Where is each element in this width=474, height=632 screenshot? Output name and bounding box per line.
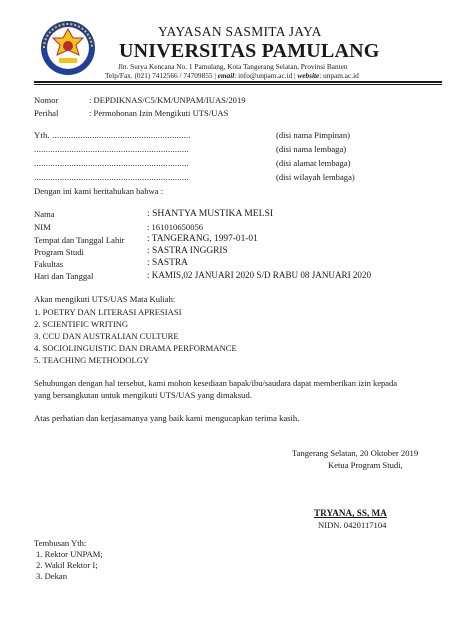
- email-label: email: [217, 71, 235, 80]
- intro-text: Dengan ini kami beritahukan bahwa :: [34, 186, 164, 196]
- recipient-address-line: ..................................................................: [34, 158, 189, 168]
- courses-intro: Akan mengikuti UTS/UAS Mata Kuliah:: [34, 294, 176, 304]
- course-item: 5. TEACHING METHODOLGY: [34, 355, 150, 365]
- request-paragraph-line-2: yang bersangkutan untuk mengikuti UTS/UAS yang dimaksud.: [34, 390, 252, 400]
- contact-phone: Telp/Fax. (021) 7412566 / 74709855 |: [105, 71, 216, 80]
- signatory-nidn: NIDN. 0420117104: [318, 520, 387, 530]
- exam-date-value: : KAMIS,02 JANUARI 2020 S/D RABU 08 JANUARI 2020: [147, 270, 372, 280]
- student-name-label: Nama: [34, 209, 55, 219]
- course-item: 2. SCIENTIFIC WRITING: [34, 319, 129, 329]
- signatory-name: TRYANA, SS, MA: [314, 508, 387, 518]
- student-program-label: Program Studi: [34, 247, 84, 257]
- letterhead-divider: [34, 81, 442, 83]
- student-birth-value: : TANGERANG, 1997-01-01: [147, 234, 258, 244]
- subject-label: Perihal: [34, 108, 59, 118]
- student-faculty-value: : SASTRA: [147, 258, 188, 268]
- request-paragraph-line-1: Sehubungan dengan hal tersebut, kami mohon kesediaan bapak/ibu/saudara dapat memberikan izin kepada: [34, 378, 398, 388]
- cc-item: 3. Dekan: [36, 571, 68, 581]
- university-logo: [40, 20, 96, 76]
- website-label: website: [297, 71, 320, 80]
- university-address: Jln. Surya Kencana No. 1 Pamulang, Kota Tangerang Selatan, Provinsi Banten: [118, 62, 348, 71]
- cc-item: 1. Rektor UNPAM;: [36, 549, 103, 559]
- student-nim-label: NIM: [34, 222, 51, 232]
- letterhead-divider-thin: [34, 84, 442, 85]
- university-name: UNIVERSITAS PAMULANG: [119, 40, 380, 62]
- recipient-institution-line: ..................................................................: [34, 144, 189, 154]
- student-birth-label: Tempat dan Tanggal Lahir: [34, 235, 125, 245]
- recipient-address-note: (disi alamat lembaga): [276, 158, 351, 168]
- student-program-value: : SASTRA INGGRIS: [147, 246, 228, 256]
- recipient-region-line: ..................................................................: [34, 172, 189, 182]
- recipient-leader-line: Yth. ...........................................................: [34, 130, 191, 140]
- exam-date-label: Hari dan Tanggal: [34, 271, 94, 281]
- recipient-region-note: (disi wilayah lembaga): [276, 172, 355, 182]
- closing-paragraph: Atas perhatian dan kerjasamanya yang baik kami mengucapkan terima kasih.: [34, 413, 300, 423]
- signature-position: Ketua Program Studi,: [328, 460, 403, 470]
- signature-place-date: Tangerang Selatan, 20 Oktober 2019: [292, 448, 419, 458]
- recipient-leader-note: (disi nama Pimpinan): [276, 130, 350, 140]
- foundation-name: YAYASAN SASMITA JAYA: [158, 24, 322, 39]
- course-item: 1. POETRY DAN LITERASI APRESIASI: [34, 307, 182, 317]
- university-contact: [105, 71, 359, 80]
- student-name-value: : SHANTYA MUSTIKA MELSI: [147, 208, 274, 219]
- student-nim-value: : 161010650056: [147, 222, 204, 232]
- student-faculty-label: Fakultas: [34, 259, 64, 269]
- website-value: : unpam.ac.id: [319, 71, 359, 80]
- subject-value: : Permohonan Izin Mengikuti UTS/UAS: [89, 108, 229, 118]
- letter-number-value: : DEPDIKNAS/C5/KM/UNPAM/IUAS/2019: [89, 95, 246, 105]
- course-item: 4. SOCIOLINGUISTIC DAN DRAMA PERFORMANCE: [34, 343, 237, 353]
- letter-number-label: Nomor: [34, 95, 59, 105]
- cc-item: 2. Wakil Rektor I;: [36, 560, 98, 570]
- cc-title: Tembusan Yth:: [34, 538, 87, 548]
- course-item: 3. CCU DAN AUSTRALIAN CULTURE: [34, 331, 179, 341]
- email-value: : info@unpam.ac.id |: [234, 71, 296, 80]
- recipient-institution-note: (disi nama lembaga): [276, 144, 347, 154]
